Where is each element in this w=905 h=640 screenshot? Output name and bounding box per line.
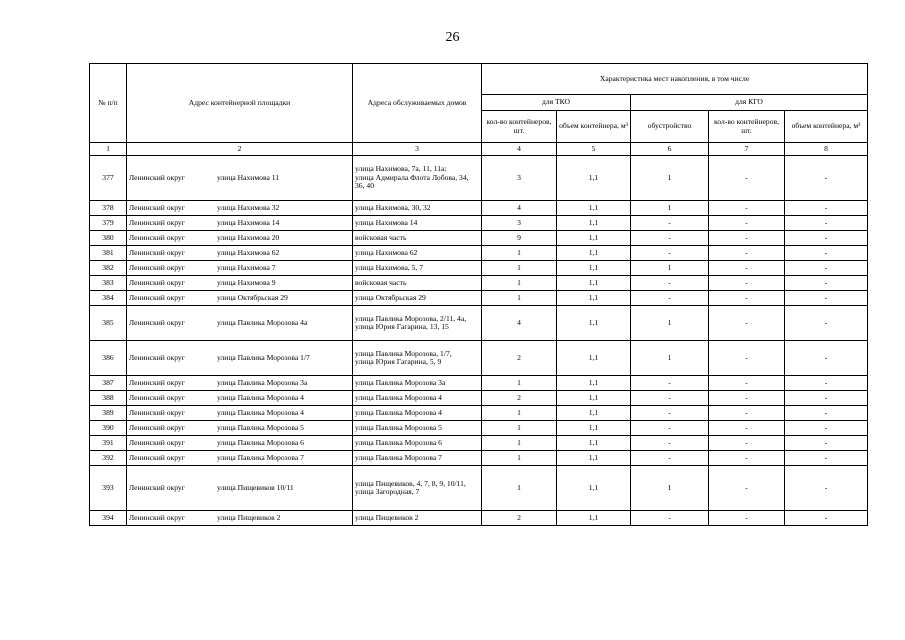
equipment-cell: 1	[631, 466, 709, 511]
row-number-cell: 377	[90, 156, 127, 201]
served-houses-cell: улица Октябрьская 29	[353, 291, 482, 306]
equipment-cell: -	[631, 406, 709, 421]
equipment-cell: -	[631, 376, 709, 391]
kgo-count-cell: -	[709, 246, 785, 261]
street-address: улица Павлика Морозова 5	[217, 422, 304, 432]
street-address: улица Октябрьская 29	[217, 292, 288, 302]
column-index-row	[90, 143, 868, 156]
tko-count-cell: 1	[482, 276, 557, 291]
equipment-cell: 1	[631, 201, 709, 216]
district-name: Ленинский округ	[129, 482, 185, 492]
header-group-kgo: для КГО	[631, 95, 868, 111]
served-houses-cell: улица Нахимова 62	[353, 246, 482, 261]
tko-volume-cell: 1,1	[557, 406, 631, 421]
table-row	[90, 216, 868, 231]
kgo-volume-cell: -	[785, 306, 868, 341]
tko-volume-cell: 1,1	[557, 341, 631, 376]
tko-count-cell: 2	[482, 391, 557, 406]
row-number-cell: 385	[90, 306, 127, 341]
tko-volume-cell: 1,1	[557, 511, 631, 526]
equipment-cell: -	[631, 216, 709, 231]
table-row	[90, 246, 868, 261]
district-name: Ленинский округ	[129, 377, 185, 387]
kgo-count-cell: -	[709, 406, 785, 421]
row-number-cell: 380	[90, 231, 127, 246]
street-address: улица Нахимова 14	[217, 217, 280, 227]
equipment-cell: -	[631, 291, 709, 306]
kgo-count-cell: -	[709, 291, 785, 306]
table-row	[90, 306, 868, 341]
served-houses-cell: войсковая часть	[353, 231, 482, 246]
header-row-number: № п/п	[90, 64, 127, 143]
site-address-cell	[127, 511, 353, 526]
tko-volume-cell: 1,1	[557, 291, 631, 306]
served-houses-cell: улица Павлика Морозова 7	[353, 451, 482, 466]
kgo-volume-cell: -	[785, 261, 868, 276]
served-houses-cell: улица Павлика Морозова, 2/11, 4а, улица Юрия Гагарина, 13, 15	[353, 306, 482, 341]
tko-count-cell: 2	[482, 341, 557, 376]
street-address: улица Павлика Морозова 4	[217, 392, 304, 402]
kgo-count-cell: -	[709, 276, 785, 291]
row-number-cell: 378	[90, 201, 127, 216]
tko-count-cell: 1	[482, 406, 557, 421]
served-houses-cell: улица Нахимова, 5, 7	[353, 261, 482, 276]
street-address: улица Пищевиков 2	[217, 512, 281, 522]
equipment-cell: 1	[631, 156, 709, 201]
equipment-cell: -	[631, 391, 709, 406]
equipment-cell: -	[631, 451, 709, 466]
tko-volume-cell: 1,1	[557, 261, 631, 276]
site-address-cell	[127, 216, 353, 231]
tko-count-cell: 3	[482, 216, 557, 231]
kgo-count-cell: -	[709, 421, 785, 436]
table-row	[90, 421, 868, 436]
kgo-count-cell: -	[709, 451, 785, 466]
kgo-volume-cell: -	[785, 391, 868, 406]
table-row	[90, 261, 868, 276]
tko-count-cell: 4	[482, 306, 557, 341]
served-houses-cell: улица Нахимова, 7а, 11, 11а; улица Адмирала Флота Лобова, 34, 36, 40	[353, 156, 482, 201]
tko-volume-cell: 1,1	[557, 451, 631, 466]
column-index: 7	[709, 143, 785, 156]
equipment-cell: -	[631, 246, 709, 261]
site-address-cell	[127, 421, 353, 436]
table-body	[90, 156, 868, 526]
street-address: улица Нахимова 11	[217, 172, 280, 182]
site-address-cell	[127, 451, 353, 466]
row-number-cell: 387	[90, 376, 127, 391]
district-name: Ленинский округ	[129, 292, 185, 302]
row-number-cell: 379	[90, 216, 127, 231]
kgo-count-cell: -	[709, 231, 785, 246]
street-address: улица Нахимова 20	[217, 232, 280, 242]
tko-count-cell: 1	[482, 421, 557, 436]
street-address: улица Павлика Морозова 1/7	[217, 352, 310, 362]
street-address: улица Нахимова 9	[217, 277, 276, 287]
kgo-volume-cell: -	[785, 291, 868, 306]
served-houses-cell: улица Пищевиков, 4, 7, 8, 9, 10/11, улица Загородная, 7	[353, 466, 482, 511]
table-row	[90, 451, 868, 466]
table-row	[90, 341, 868, 376]
kgo-volume-cell: -	[785, 466, 868, 511]
column-index: 2	[127, 143, 353, 156]
street-address: улица Павлика Морозова 7	[217, 452, 304, 462]
table-row	[90, 511, 868, 526]
district-name: Ленинский округ	[129, 352, 185, 362]
column-index: 3	[353, 143, 482, 156]
kgo-volume-cell: -	[785, 511, 868, 526]
served-houses-cell: улица Нахимова, 30, 32	[353, 201, 482, 216]
street-address: улица Пищевиков 10/11	[217, 482, 294, 492]
kgo-count-cell: -	[709, 341, 785, 376]
kgo-count-cell: -	[709, 376, 785, 391]
site-address-cell	[127, 261, 353, 276]
district-name: Ленинский округ	[129, 512, 185, 522]
district-name: Ленинский округ	[129, 277, 185, 287]
row-number-cell: 393	[90, 466, 127, 511]
kgo-volume-cell: -	[785, 201, 868, 216]
district-name: Ленинский округ	[129, 422, 185, 432]
tko-count-cell: 1	[482, 376, 557, 391]
tko-count-cell: 1	[482, 436, 557, 451]
kgo-count-cell: -	[709, 306, 785, 341]
table-row	[90, 466, 868, 511]
equipment-cell: -	[631, 436, 709, 451]
site-address-cell	[127, 376, 353, 391]
district-name: Ленинский округ	[129, 232, 185, 242]
row-number-cell: 381	[90, 246, 127, 261]
tko-count-cell: 4	[482, 201, 557, 216]
site-address-cell	[127, 291, 353, 306]
header-served-houses: Адреса обслуживаемых домов	[353, 64, 482, 143]
served-houses-cell: улица Павлика Морозова 4	[353, 406, 482, 421]
kgo-count-cell: -	[709, 436, 785, 451]
header-site-address: Адрес контейнерной площадки	[127, 64, 353, 143]
table-row	[90, 201, 868, 216]
kgo-count-cell: -	[709, 391, 785, 406]
tko-count-cell: 1	[482, 291, 557, 306]
column-index: 8	[785, 143, 868, 156]
tko-volume-cell: 1,1	[557, 306, 631, 341]
kgo-volume-cell: -	[785, 421, 868, 436]
row-number-cell: 383	[90, 276, 127, 291]
equipment-cell: 1	[631, 341, 709, 376]
table-row	[90, 436, 868, 451]
street-address: улица Павлика Морозова 4	[217, 407, 304, 417]
kgo-volume-cell: -	[785, 276, 868, 291]
served-houses-cell: улица Павлика Морозова 3а	[353, 376, 482, 391]
site-address-cell	[127, 246, 353, 261]
kgo-count-cell: -	[709, 466, 785, 511]
served-houses-cell: улица Павлика Морозова 4	[353, 391, 482, 406]
district-name: Ленинский округ	[129, 172, 185, 182]
header-group-tko: для ТКО	[482, 95, 631, 111]
tko-volume-cell: 1,1	[557, 376, 631, 391]
served-houses-cell: улица Нахимова 14	[353, 216, 482, 231]
header-kgo-count: кол-во контейнеров, шт.	[709, 111, 785, 143]
district-name: Ленинский округ	[129, 437, 185, 447]
kgo-count-cell: -	[709, 156, 785, 201]
kgo-volume-cell: -	[785, 246, 868, 261]
district-name: Ленинский округ	[129, 392, 185, 402]
equipment-cell: 1	[631, 306, 709, 341]
district-name: Ленинский округ	[129, 202, 185, 212]
district-name: Ленинский округ	[129, 262, 185, 272]
table-row	[90, 406, 868, 421]
column-index: 5	[557, 143, 631, 156]
street-address: улица Павлика Морозова 3а	[217, 377, 308, 387]
tko-count-cell: 1	[482, 466, 557, 511]
kgo-volume-cell: -	[785, 436, 868, 451]
street-address: улица Павлика Морозова 4а	[217, 317, 308, 327]
tko-volume-cell: 1,1	[557, 391, 631, 406]
district-name: Ленинский округ	[129, 217, 185, 227]
kgo-volume-cell: -	[785, 156, 868, 201]
kgo-count-cell: -	[709, 261, 785, 276]
tko-count-cell: 1	[482, 451, 557, 466]
table-row	[90, 391, 868, 406]
street-address: улица Павлика Морозова 6	[217, 437, 304, 447]
site-address-cell	[127, 436, 353, 451]
site-address-cell	[127, 406, 353, 421]
tko-volume-cell: 1,1	[557, 231, 631, 246]
header-kgo-volume: объем контейнера, м³	[785, 111, 868, 143]
kgo-count-cell: -	[709, 511, 785, 526]
kgo-volume-cell: -	[785, 341, 868, 376]
tko-volume-cell: 1,1	[557, 246, 631, 261]
table-row	[90, 291, 868, 306]
tko-volume-cell: 1,1	[557, 216, 631, 231]
site-address-cell	[127, 156, 353, 201]
served-houses-cell: войсковая часть	[353, 276, 482, 291]
tko-volume-cell: 1,1	[557, 276, 631, 291]
served-houses-cell: улица Пищевиков 2	[353, 511, 482, 526]
kgo-volume-cell: -	[785, 451, 868, 466]
served-houses-cell: улица Павлика Морозова 6	[353, 436, 482, 451]
site-address-cell	[127, 276, 353, 291]
equipment-cell: -	[631, 511, 709, 526]
site-address-cell	[127, 466, 353, 511]
kgo-count-cell: -	[709, 216, 785, 231]
table-row	[90, 276, 868, 291]
tko-volume-cell: 1,1	[557, 421, 631, 436]
column-index: 1	[90, 143, 127, 156]
page-number: 26	[445, 30, 460, 45]
site-address-cell	[127, 391, 353, 406]
site-address-cell	[127, 201, 353, 216]
served-houses-cell: улица Павлика Морозова, 1/7, улица Юрия Гагарина, 5, 9	[353, 341, 482, 376]
site-address-cell	[127, 341, 353, 376]
tko-count-cell: 9	[482, 231, 557, 246]
equipment-cell: -	[631, 421, 709, 436]
tko-count-cell: 1	[482, 246, 557, 261]
kgo-volume-cell: -	[785, 231, 868, 246]
tko-count-cell: 2	[482, 511, 557, 526]
tko-volume-cell: 1,1	[557, 436, 631, 451]
row-number-cell: 390	[90, 421, 127, 436]
row-number-cell: 382	[90, 261, 127, 276]
header-tko-count: кол-во контейнеров, шт.	[482, 111, 557, 143]
kgo-count-cell: -	[709, 201, 785, 216]
row-number-cell: 384	[90, 291, 127, 306]
street-address: улица Нахимова 32	[217, 202, 280, 212]
row-number-cell: 391	[90, 436, 127, 451]
container-sites-table	[89, 63, 868, 526]
street-address: улица Нахимова 7	[217, 262, 276, 272]
column-index: 6	[631, 143, 709, 156]
table-row	[90, 156, 868, 201]
district-name: Ленинский округ	[129, 452, 185, 462]
kgo-volume-cell: -	[785, 216, 868, 231]
district-name: Ленинский округ	[129, 247, 185, 257]
header-characteristics: Характеристика мест накопления, в том числе	[482, 64, 868, 95]
equipment-cell: -	[631, 231, 709, 246]
street-address: улица Нахимова 62	[217, 247, 280, 257]
tko-volume-cell: 1,1	[557, 156, 631, 201]
table-row	[90, 231, 868, 246]
kgo-volume-cell: -	[785, 376, 868, 391]
tko-count-cell: 1	[482, 261, 557, 276]
site-address-cell	[127, 231, 353, 246]
tko-volume-cell: 1,1	[557, 466, 631, 511]
row-number-cell: 392	[90, 451, 127, 466]
served-houses-cell: улица Павлика Морозова 5	[353, 421, 482, 436]
row-number-cell: 394	[90, 511, 127, 526]
district-name: Ленинский округ	[129, 317, 185, 327]
kgo-volume-cell: -	[785, 406, 868, 421]
tko-volume-cell: 1,1	[557, 201, 631, 216]
site-address-cell	[127, 306, 353, 341]
district-name: Ленинский округ	[129, 407, 185, 417]
row-number-cell: 389	[90, 406, 127, 421]
row-number-cell: 386	[90, 341, 127, 376]
header-equipment: обустройство	[631, 111, 709, 143]
column-index: 4	[482, 143, 557, 156]
row-number-cell: 388	[90, 391, 127, 406]
equipment-cell: -	[631, 276, 709, 291]
table-row	[90, 376, 868, 391]
header-tko-volume: объем контейнера, м³	[557, 111, 631, 143]
equipment-cell: 1	[631, 261, 709, 276]
tko-count-cell: 3	[482, 156, 557, 201]
